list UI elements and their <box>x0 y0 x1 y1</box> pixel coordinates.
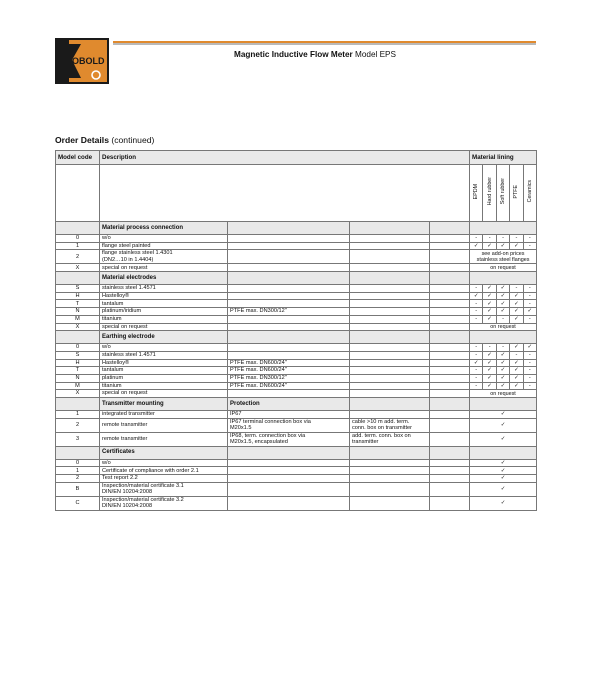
lining-mark: - <box>510 351 523 359</box>
lining-mark: ✓ <box>496 359 509 367</box>
lining-mark: ✓ <box>510 292 523 300</box>
col-description: Description <box>100 151 470 165</box>
lining-note: on request <box>470 390 537 398</box>
table-row <box>56 315 537 323</box>
lining-mark: - <box>496 315 509 323</box>
group-lining-blank <box>470 331 537 344</box>
description-extra <box>228 323 350 331</box>
group-header-row <box>56 272 537 285</box>
description-extra-2 <box>350 359 430 367</box>
description-extra-2 <box>350 300 430 308</box>
lining-mark: ✓ <box>496 374 509 382</box>
description-blank <box>430 235 470 243</box>
description-blank <box>430 390 470 398</box>
model-code: M <box>56 315 100 323</box>
group-blank <box>350 222 430 235</box>
lining-note: ✓ <box>470 459 537 467</box>
lining-header-row <box>56 165 537 222</box>
table-row <box>56 382 537 390</box>
lining-mark: ✓ <box>483 292 496 300</box>
table-row <box>56 374 537 382</box>
description: special on request <box>100 323 228 331</box>
table-row <box>56 235 537 243</box>
table-row <box>56 411 537 419</box>
description: Certificate of compliance with order 2.1 <box>100 467 228 475</box>
model-code: H <box>56 359 100 367</box>
group-blank <box>430 331 470 344</box>
group-blank <box>430 398 470 411</box>
lining-ptfe: PTFE <box>510 165 523 222</box>
lining-mark: - <box>470 285 483 293</box>
lining-mark: - <box>523 242 536 250</box>
description-extra: PTFE max. DN300/12" <box>228 374 350 382</box>
description: Inspection/material certificate 3.1 DIN/EN 10204:2008 <box>100 482 228 496</box>
lining-mark: ✓ <box>510 300 523 308</box>
description-extra <box>228 242 350 250</box>
model-code: 1 <box>56 242 100 250</box>
model-code: T <box>56 367 100 375</box>
description: tantalum <box>100 300 228 308</box>
lining-note: ✓ <box>470 482 537 496</box>
model-code: H <box>56 292 100 300</box>
col-model-code: Model code <box>56 151 100 165</box>
group-code-cell <box>56 222 100 235</box>
lining-mark: ✓ <box>510 242 523 250</box>
lining-mark: - <box>470 300 483 308</box>
description: w/o <box>100 235 228 243</box>
table-row <box>56 367 537 375</box>
group-blank <box>430 222 470 235</box>
model-code: X <box>56 264 100 272</box>
group-title: Certificates <box>100 446 228 459</box>
description-blank <box>430 467 470 475</box>
description: tantalum <box>100 367 228 375</box>
lining-note: on request <box>470 323 537 331</box>
lining-mark: - <box>523 351 536 359</box>
description-extra-2 <box>350 292 430 300</box>
lining-mark: - <box>470 308 483 316</box>
lining-note: ✓ <box>470 467 537 475</box>
description-blank <box>430 382 470 390</box>
order-details-table <box>55 150 537 511</box>
description-blank <box>430 475 470 483</box>
description-extra <box>228 475 350 483</box>
description-blank <box>430 482 470 496</box>
lining-mark: ✓ <box>483 285 496 293</box>
description-extra: PTFE max. DN600/24" <box>228 367 350 375</box>
lining-mark: - <box>523 315 536 323</box>
lining-mark: ✓ <box>496 367 509 375</box>
lining-mark: ✓ <box>483 359 496 367</box>
lining-note: ✓ <box>470 432 537 446</box>
lining-mark: ✓ <box>496 285 509 293</box>
description: integrated transmitter <box>100 411 228 419</box>
description: w/o <box>100 459 228 467</box>
lining-note: ✓ <box>470 496 537 510</box>
description-extra: PTFE max. DN600/24" <box>228 382 350 390</box>
description-extra <box>228 264 350 272</box>
group-title-2 <box>228 446 350 459</box>
lining-mark: - <box>523 300 536 308</box>
lining-mark: - <box>523 292 536 300</box>
description-blank <box>430 496 470 510</box>
description-extra-2 <box>350 482 430 496</box>
table-row <box>56 344 537 352</box>
description-extra-2: add. term. conn. box on transmitter <box>350 432 430 446</box>
model-code: 3 <box>56 432 100 446</box>
description-extra <box>228 250 350 264</box>
description-extra-2 <box>350 250 430 264</box>
group-header-row <box>56 398 537 411</box>
description-extra-2 <box>350 411 430 419</box>
lining-mark: - <box>483 344 496 352</box>
lining-mark: ✓ <box>483 308 496 316</box>
group-blank <box>430 446 470 459</box>
description-extra: PTFE max. DN600/24" <box>228 359 350 367</box>
description-blank <box>430 242 470 250</box>
group-code-cell <box>56 331 100 344</box>
model-code: S <box>56 285 100 293</box>
table-row <box>56 475 537 483</box>
lining-mark: ✓ <box>510 382 523 390</box>
group-code-cell <box>56 446 100 459</box>
lining-epdm: EPDM <box>470 165 483 222</box>
document-title: Magnetic Inductive Flow Meter Model EPS <box>234 50 396 59</box>
description: remote transmitter <box>100 432 228 446</box>
lining-mark: - <box>470 374 483 382</box>
group-blank <box>350 398 430 411</box>
description: platinum <box>100 374 228 382</box>
description: Hastelloy® <box>100 359 228 367</box>
description-extra <box>228 315 350 323</box>
description-blank <box>430 432 470 446</box>
lining-mark: ✓ <box>496 382 509 390</box>
description-blank <box>430 374 470 382</box>
lining-mark: ✓ <box>483 382 496 390</box>
lining-note: see add-on prices stainless steel flanges <box>470 250 537 264</box>
col-material-lining: Material lining <box>470 151 537 165</box>
lining-note: ✓ <box>470 418 537 432</box>
lining-mark: ✓ <box>483 300 496 308</box>
description-extra: IP67 terminal connection box via M20x1.5 <box>228 418 350 432</box>
lining-mark: - <box>470 351 483 359</box>
lining-mark: ✓ <box>510 359 523 367</box>
description-extra-2 <box>350 351 430 359</box>
description: flange steel painted <box>100 242 228 250</box>
lining-mark: - <box>523 359 536 367</box>
lining-mark: ✓ <box>496 292 509 300</box>
lining-mark: - <box>483 235 496 243</box>
lining-mark: - <box>470 344 483 352</box>
table-row <box>56 264 537 272</box>
description: titanium <box>100 382 228 390</box>
description-extra <box>228 482 350 496</box>
model-code: 0 <box>56 344 100 352</box>
description-extra-2 <box>350 390 430 398</box>
description-extra <box>228 344 350 352</box>
model-code: N <box>56 308 100 316</box>
description-extra <box>228 351 350 359</box>
description-extra-2 <box>350 496 430 510</box>
lining-mark: - <box>523 382 536 390</box>
lining-soft-rubber: Soft rubber <box>496 165 509 222</box>
description-blank <box>430 308 470 316</box>
svg-text:OBOLD: OBOLD <box>72 56 105 66</box>
description-blank <box>430 344 470 352</box>
lining-mark: - <box>510 285 523 293</box>
description: special on request <box>100 264 228 272</box>
description-extra-2 <box>350 459 430 467</box>
kobold-logo <box>55 38 109 84</box>
lining-mark: - <box>523 235 536 243</box>
group-title-2: Protection <box>228 398 350 411</box>
description-extra <box>228 235 350 243</box>
model-code: X <box>56 390 100 398</box>
description-extra-2 <box>350 323 430 331</box>
table-row <box>56 432 537 446</box>
description: w/o <box>100 344 228 352</box>
group-blank <box>350 446 430 459</box>
lining-mark: - <box>496 235 509 243</box>
lining-mark: - <box>523 367 536 375</box>
description-extra: PTFE max. DN300/12" <box>228 308 350 316</box>
description-extra-2 <box>350 285 430 293</box>
description-extra-2 <box>350 382 430 390</box>
model-code: 2 <box>56 250 100 264</box>
description-extra-2 <box>350 235 430 243</box>
table-row <box>56 242 537 250</box>
group-code-cell <box>56 398 100 411</box>
group-title: Material electrodes <box>100 272 228 285</box>
description-extra-2: cable >10 m add. term. conn. box on transmitter <box>350 418 430 432</box>
group-title: Earthing electrode <box>100 331 228 344</box>
lining-mark: ✓ <box>510 308 523 316</box>
group-code-cell <box>56 272 100 285</box>
description-blank <box>430 292 470 300</box>
description: special on request <box>100 390 228 398</box>
description-extra: IP67 <box>228 411 350 419</box>
lining-mark: ✓ <box>496 300 509 308</box>
model-code: 0 <box>56 235 100 243</box>
description-blank <box>430 264 470 272</box>
table-row <box>56 459 537 467</box>
group-title-2 <box>228 222 350 235</box>
lining-mark: - <box>470 235 483 243</box>
description-extra <box>228 459 350 467</box>
group-blank <box>350 331 430 344</box>
description-blank <box>430 300 470 308</box>
description-extra <box>228 496 350 510</box>
description-extra <box>228 300 350 308</box>
table-row <box>56 390 537 398</box>
description-blank <box>430 418 470 432</box>
table-header-row <box>56 151 537 165</box>
description-extra <box>228 390 350 398</box>
description-blank <box>430 285 470 293</box>
description-extra-2 <box>350 374 430 382</box>
description: platinum/iridium <box>100 308 228 316</box>
lining-mark: ✓ <box>496 351 509 359</box>
description: flange stainless steel 1.4301 (DN2…10 in 1.4404) <box>100 250 228 264</box>
lining-mark: ✓ <box>483 351 496 359</box>
lining-mark: ✓ <box>523 344 536 352</box>
group-lining-blank <box>470 398 537 411</box>
model-code: M <box>56 382 100 390</box>
model-code: 2 <box>56 475 100 483</box>
model-code: C <box>56 496 100 510</box>
model-code: X <box>56 323 100 331</box>
group-blank <box>350 272 430 285</box>
table-row <box>56 418 537 432</box>
model-code: B <box>56 482 100 496</box>
lining-mark: - <box>523 285 536 293</box>
description: Inspection/material certificate 3.2 DIN/EN 10204:2008 <box>100 496 228 510</box>
description-blank <box>430 351 470 359</box>
description: Hastelloy® <box>100 292 228 300</box>
lining-mark: ✓ <box>523 308 536 316</box>
model-code: 1 <box>56 467 100 475</box>
table-row <box>56 359 537 367</box>
model-code: S <box>56 351 100 359</box>
model-code: N <box>56 374 100 382</box>
description-blank <box>430 315 470 323</box>
lining-mark: ✓ <box>510 374 523 382</box>
table-row <box>56 285 537 293</box>
header-rule <box>113 41 536 45</box>
lining-mark: ✓ <box>483 374 496 382</box>
description-extra: IP68, term. connection box via M20x1.5, encapsulated <box>228 432 350 446</box>
description-blank <box>430 359 470 367</box>
group-blank <box>430 272 470 285</box>
description-extra-2 <box>350 315 430 323</box>
group-header-row <box>56 331 537 344</box>
lining-mark: - <box>470 315 483 323</box>
group-header-row <box>56 446 537 459</box>
description: Test report 2.2 <box>100 475 228 483</box>
group-title: Material process connection <box>100 222 228 235</box>
description-extra-2 <box>350 242 430 250</box>
lining-mark: ✓ <box>496 242 509 250</box>
model-code: 2 <box>56 418 100 432</box>
group-lining-blank <box>470 272 537 285</box>
lining-ceramics: Ceramics <box>523 165 536 222</box>
description: remote transmitter <box>100 418 228 432</box>
group-title-2 <box>228 272 350 285</box>
description-blank <box>430 367 470 375</box>
table-row <box>56 351 537 359</box>
section-title: Order Details (continued) <box>55 135 155 145</box>
model-code: T <box>56 300 100 308</box>
group-lining-blank <box>470 222 537 235</box>
lining-hard-rubber: Hard rubber <box>483 165 496 222</box>
lining-note: ✓ <box>470 411 537 419</box>
lining-mark: ✓ <box>483 367 496 375</box>
table-row <box>56 250 537 264</box>
description-extra <box>228 292 350 300</box>
description-extra-2 <box>350 475 430 483</box>
table-row <box>56 482 537 496</box>
lining-mark: ✓ <box>470 359 483 367</box>
description-extra-2 <box>350 467 430 475</box>
description-extra-2 <box>350 344 430 352</box>
table-row <box>56 308 537 316</box>
table-row <box>56 496 537 510</box>
lining-mark: ✓ <box>470 242 483 250</box>
description-extra-2 <box>350 308 430 316</box>
description-blank <box>430 459 470 467</box>
lining-mark: - <box>470 382 483 390</box>
group-title-2 <box>228 331 350 344</box>
lining-note: ✓ <box>470 475 537 483</box>
lining-mark: - <box>496 344 509 352</box>
description-extra-2 <box>350 264 430 272</box>
table-row <box>56 292 537 300</box>
description-extra <box>228 467 350 475</box>
description-blank <box>430 250 470 264</box>
lining-mark: ✓ <box>483 315 496 323</box>
description: titanium <box>100 315 228 323</box>
description: stainless steel 1.4571 <box>100 351 228 359</box>
lining-mark: - <box>510 235 523 243</box>
description-blank <box>430 323 470 331</box>
description: stainless steel 1.4571 <box>100 285 228 293</box>
table-row <box>56 300 537 308</box>
table-row <box>56 323 537 331</box>
description-extra <box>228 285 350 293</box>
lining-mark: ✓ <box>510 315 523 323</box>
lining-mark: ✓ <box>483 242 496 250</box>
lining-mark: ✓ <box>470 292 483 300</box>
table-row <box>56 467 537 475</box>
lining-mark: ✓ <box>510 344 523 352</box>
lining-mark: - <box>523 374 536 382</box>
description-extra-2 <box>350 367 430 375</box>
lining-mark: - <box>470 367 483 375</box>
group-lining-blank <box>470 446 537 459</box>
group-header-row <box>56 222 537 235</box>
model-code: 0 <box>56 459 100 467</box>
lining-note: on request <box>470 264 537 272</box>
model-code: 1 <box>56 411 100 419</box>
lining-mark: ✓ <box>496 308 509 316</box>
lining-mark: ✓ <box>510 367 523 375</box>
description-blank <box>430 411 470 419</box>
group-title: Transmitter mounting <box>100 398 228 411</box>
